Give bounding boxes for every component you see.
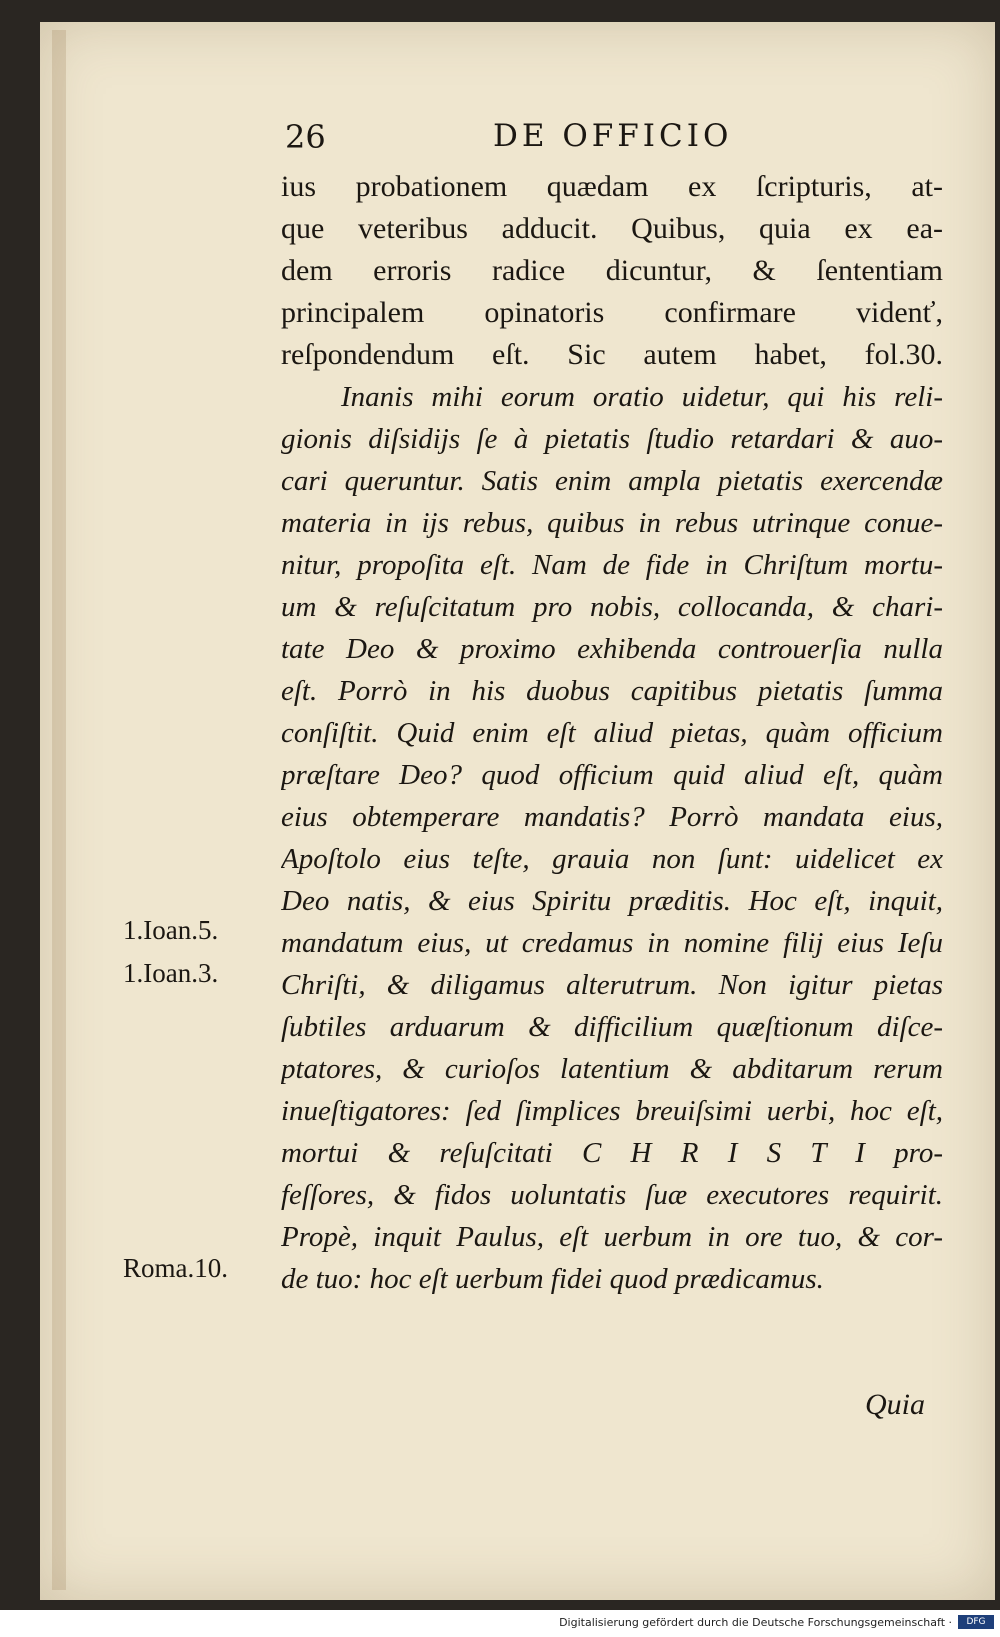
text-line: eius obtemperare mandatis? Porrò mandata eius, [281,801,943,833]
margin-note: Roma.10. [123,1253,228,1283]
text-line: nitur, propoſita eſt. Nam de fide in Chriſtum mortu- [281,549,943,581]
text-line: dem erroris radice dicuntur, & ſententiam [281,254,943,287]
text-line: reſpondendum eſt. Sic autem habet, fol.30. [281,338,943,371]
text-line: tate Deo & proximo exhibenda controuerſia nulla [281,633,943,665]
margin-note: 1.Ioan.3. [123,958,219,988]
text-line: mandatum eius, ut credamus in nomine filij eius Ieſu [281,927,943,959]
page-number: 26 [285,118,326,156]
text-line: ius probationem quædam ex ſcripturis, at- [281,170,943,203]
footer-credit: Digitalisierung gefördert durch die Deutsche Forschungsgemeinschaft · [559,1616,952,1629]
text-line: Deo natis, & eius Spiritu præditis. Hoc eſt, inquit, [281,885,943,917]
text-line: conſiſtit. Quid enim eſt aliud pietas, quàm officium [281,717,943,749]
text-line: cari queruntur. Satis enim ampla pietatis exercendæ [281,465,943,497]
text-line: ptatores, & curioſos latentium & abditarum rerum [281,1053,943,1085]
text-line: materia in ijs rebus, quibus in rebus utrinque conue- [281,507,943,539]
text-line: Propè, inquit Paulus, eſt uerbum in ore tuo, & cor- [281,1221,943,1253]
text-line: eſt. Porrò in his duobus capitibus pietatis ſumma [281,675,943,707]
text-line: Apoſtolo eius teſte, grauia non ſunt: uidelicet ex [281,843,943,875]
text-line: que veteribus adducit. Quibus, quia ex ea- [281,212,943,245]
text-line: ſubtiles arduarum & difficilium quæſtionum diſce- [281,1011,943,1043]
text-line: Chriſti, & diligamus alterutrum. Non igitur pietas [281,969,943,1001]
text-line: mortui & reſuſcitati C H R I S T I pro- [281,1137,943,1169]
text-line: de tuo: hoc eſt uerbum fidei quod prædicamus. [281,1263,824,1295]
page-gutter [52,30,66,1590]
text-line: præſtare Deo? quod officium quid aliud eſt, quàm [281,759,943,791]
running-title: DE OFFICIO [493,118,733,154]
catchword: Quia [865,1388,925,1421]
text-line: inueſtigatores: ſed ſimplices breuiſsimi uerbi, hoc eſt, [281,1095,943,1127]
text-line: gionis diſsidijs ſe à pietatis ſtudio retardari & auo- [281,423,943,455]
running-header [285,118,745,154]
text-line: principalem opinatoris confirmare videnť, [281,296,943,329]
margin-note: 1.Ioan.5. [123,915,219,945]
text-line: Inanis mihi eorum oratio uidetur, qui his reli- [341,381,943,413]
dfg-logo: DFG [958,1615,994,1629]
body-text [281,166,943,1300]
text-line: feſſores, & fidos uoluntatis ſuæ executores requirit. [281,1179,943,1211]
footer-bar [0,1610,1000,1637]
text-line: um & reſuſcitatum pro nobis, collocanda, & chari- [281,591,943,623]
